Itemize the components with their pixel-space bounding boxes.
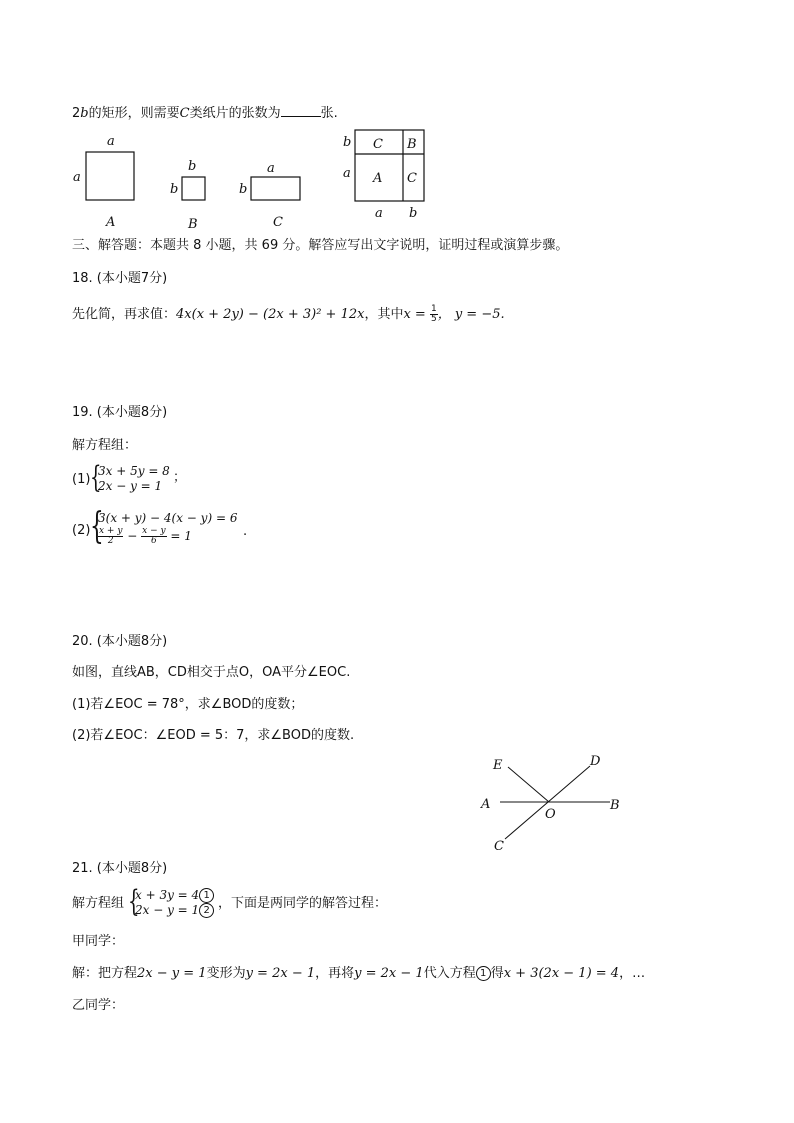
square-b [182,177,205,200]
sol-i: x + 3(2x − 1) = 4 [503,966,620,981]
label-b-side: b [170,182,179,197]
q19-p1-end: ； [173,470,187,485]
grid-left-a: a [343,166,351,181]
q19-frac2-den: 6 [151,536,157,546]
label-a-side: a [73,170,81,185]
q19-frac1-num: x + y [99,526,123,536]
q17-var-c: C [179,106,190,121]
q19-p2-eq2 [98,527,192,546]
q21-suffix: ，下面是两同学的解答过程： [218,896,388,911]
q21-eq1-text: x + 3y = 4 [135,888,200,902]
sol-g: 代入方程 [423,966,476,981]
q19-part1-label: (1) [72,472,91,487]
label-a-top: a [107,134,115,149]
q21-eq2 [135,903,214,918]
grid-cell-1: C [373,137,383,152]
label-e: E [493,758,503,773]
q18-x-num: 1 [430,304,437,314]
q20-part1: (1)若∠EOC = 78°，求∠BOD的度数； [72,697,304,712]
label-b: B [610,798,620,813]
q18-expression: 4x(x + 2y) − (2x + 3)² + 12x [176,307,365,322]
square-a [86,152,134,200]
q19-brace-2: { [90,506,104,547]
q21-problem [72,886,472,920]
q20-part2: (2)若∠EOC：∠EOD = 5：7，求∠BOD的度数. [72,728,355,743]
sol-j: ，… [619,966,646,981]
q19-system-2 [72,506,262,549]
q18-y-eq: ， y = −5. [437,307,505,322]
rect-c [251,177,300,200]
sol-b: 2x − y = 1 [137,966,207,981]
q21-eq2-text: 2x − y = 1 [135,903,200,917]
q17-text-after: 的矩形，则需要 [88,106,180,121]
q18-x-eq: x = [403,307,426,322]
q20-intro: 如图，直线AB，CD相交于点O，OA平分∠EOC. [72,665,351,680]
grid-cell-3: A [373,171,383,186]
q17-text-end: 张. [320,106,338,121]
q17-text-after2: 类纸片的张数为 [189,106,281,121]
section-header: 三、解答题：本题共 8 小题，共 69 分。解答应写出文字说明，证明过程或演算步骤。 [72,238,569,253]
q18-x-den: 5 [430,314,437,324]
label-a: A [481,797,491,812]
q19-p1-eq2: 2x − y = 1 [98,479,163,493]
q19-header: 19. (本小题8分) [72,405,168,420]
q19-system-1 [72,462,212,496]
label-b-name: B [188,217,198,232]
grid-bottom-a: a [375,206,383,221]
q19-p2-rhs: = 1 [170,529,192,543]
label-a-name: A [106,215,116,230]
q19-brace-1: { [90,460,102,495]
q19-p2-end: . [243,524,248,539]
grid-bottom-b: b [409,206,418,221]
q18-mid: ，其中 [364,307,404,322]
q21-prefix: 解方程组 [72,896,125,911]
ray-oe [508,767,549,802]
grid-cell-2: B [407,137,417,152]
intersecting-lines-figure [470,752,650,852]
label-o: O [545,807,556,822]
q21-eq2-marker: 2 [199,903,214,918]
q17-var-b: b [80,106,89,121]
q18-header: 18. (本小题7分) [72,271,168,286]
q21-eq1-marker: 1 [199,888,214,903]
label-c-side: b [239,182,248,197]
q19-p1-eq1: 3x + 5y = 8 [98,464,170,478]
q21-brace: { [128,884,140,919]
q19-frac2-num: x − y [142,526,166,536]
grid-left-b: b [343,135,352,150]
q20-header: 20. (本小题8分) [72,634,168,649]
sol-f: y = 2x − 1 [354,966,424,981]
sol-e: ，再将 [315,966,355,981]
q19-frac1-den: 2 [107,536,114,546]
label-c-name: C [273,215,283,230]
q18-prefix: 先化简，再求值： [72,307,177,322]
q18-x-fraction [430,305,438,324]
q17-text: 2 [72,106,81,121]
sol-d: y = 2x − 1 [245,966,316,981]
grid-cell-4: C [407,171,417,186]
q19-minus: − [127,529,138,543]
label-c: C [494,839,504,852]
label-d: D [590,754,601,769]
q21-header: 21. (本小题8分) [72,861,168,876]
q19-prompt: 解方程组： [72,438,138,453]
label-b-top: b [188,159,197,174]
q21-eq1 [135,888,214,903]
q21-jia-label: 甲同学： [72,934,125,949]
sol-h: 得 [490,966,504,981]
sol-c: 变形为 [206,966,246,981]
sol-a: 解：把方程 [72,966,138,981]
q19-p2-eq1: 3(x + y) − 4(x − y) = 6 [98,511,238,525]
label-c-top: a [267,161,275,176]
q18-body [72,305,505,324]
q21-jia-solution [72,965,645,983]
q17-line [72,104,338,123]
sol-marker: 1 [476,966,491,981]
q19-part2-label: (2) [72,523,91,538]
q21-yi-label: 乙同学： [72,998,125,1013]
answer-blank[interactable] [281,104,321,117]
